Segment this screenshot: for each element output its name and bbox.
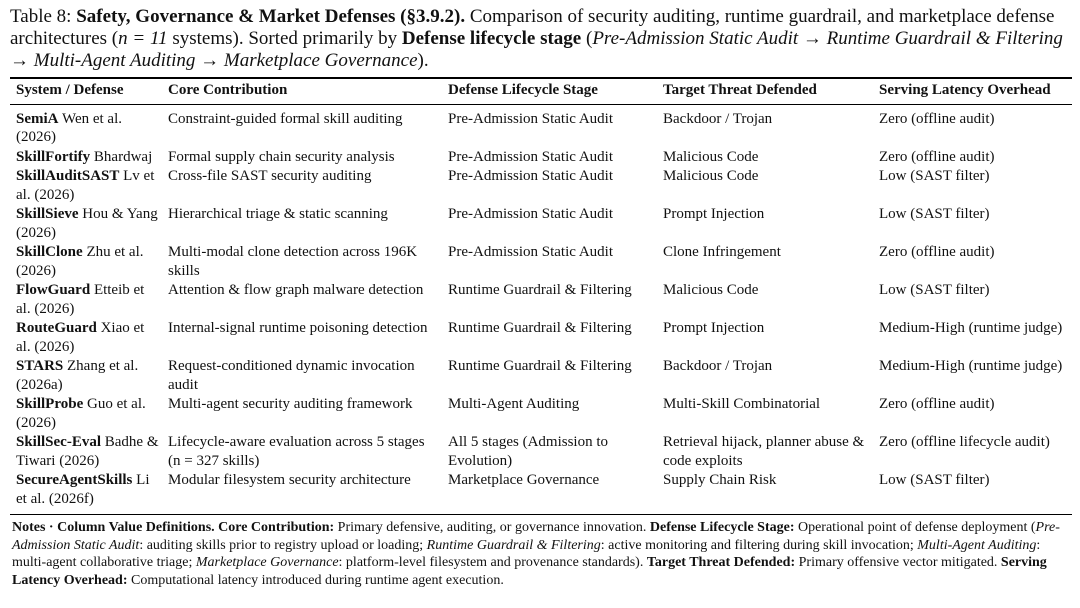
cell-system <box>10 167 162 205</box>
cell-system <box>10 243 162 281</box>
table-row <box>10 148 1072 168</box>
notes-s4-text: : platform-level filesystem and provenance standards). <box>338 555 647 570</box>
notes-stage-text: Operational point of defense deployment ( <box>794 520 1036 535</box>
cell-latency: Zero (offline audit) <box>879 396 995 412</box>
cell-stage: Runtime Guardrail & Filtering <box>448 320 632 336</box>
caption-sort-key: Defense lifecycle stage <box>401 28 582 49</box>
system-name: SkillFortify <box>16 148 91 165</box>
cell-stage: Multi-Agent Auditing <box>448 396 580 412</box>
cell-system <box>10 319 162 357</box>
system-name: SkillSec-Eval <box>16 434 102 450</box>
caption-sort-order: Pre-Admission Static Audit → Runtime Guardrail & Filtering → Multi-Agent Auditing → Marketplace Governance <box>10 28 1063 71</box>
system-name: SkillSieve <box>16 206 79 222</box>
cell-contribution: Lifecycle-aware evaluation across 5 stages (n = 327 skills) <box>168 434 425 469</box>
notes-threat-text: Primary offensive vector mitigated. <box>795 555 1001 570</box>
system-citation: Bhardwaj <box>93 148 153 165</box>
cell-stage: Pre-Admission Static Audit <box>448 110 613 127</box>
header-threat: Target Threat Defended <box>657 78 873 104</box>
cell-contribution: Formal supply chain security analysis <box>168 148 395 165</box>
cell-contribution: Multi-modal clone detection across 196K skills <box>168 244 418 279</box>
system-name: STARS <box>16 358 64 374</box>
caption-text-2: systems). Sorted primarily by <box>167 28 402 49</box>
notes-s2-label: Runtime Guardrail & Filtering <box>426 537 601 553</box>
notes-core-text: Primary defensive, auditing, or governance innovation. <box>334 520 650 535</box>
cell-system <box>10 205 162 243</box>
table-row <box>10 205 1072 243</box>
caption-label: Table 8: <box>10 6 72 27</box>
cell-latency: Low (SAST filter) <box>879 472 990 488</box>
cell-threat: Backdoor / Trojan <box>663 358 773 374</box>
cell-threat: Backdoor / Trojan <box>663 110 773 127</box>
cell-stage: Pre-Admission Static Audit <box>448 148 613 165</box>
cell-stage: Runtime Guardrail & Filtering <box>448 358 632 374</box>
table-row <box>10 471 1072 515</box>
system-citation: Etteib et al. (2026) <box>16 282 145 317</box>
cell-stage: All 5 stages (Admission to Evolution) <box>448 434 608 469</box>
cell-stage: Pre-Admission Static Audit <box>448 206 613 222</box>
system-name: SecureAgentSkills <box>16 472 133 488</box>
notes-s4-label: Marketplace Governance <box>195 555 339 570</box>
system-citation: Zhu et al. (2026) <box>16 244 144 279</box>
caption-text-1: Comparison of security auditing, runtime guardrail, and marketplace defense architectures ( <box>10 6 1055 49</box>
cell-threat: Malicious Code <box>663 168 759 184</box>
header-stage: Defense Lifecycle Stage <box>442 78 657 104</box>
cell-system <box>10 433 162 471</box>
system-name: SkillAuditSAST <box>16 168 120 184</box>
notes-lead: Notes · Column Value Definitions. <box>12 520 215 535</box>
cell-threat: Malicious Code <box>663 148 759 165</box>
cell-latency: Zero (offline lifecycle audit) <box>879 434 1050 450</box>
cell-latency: Zero (offline audit) <box>879 148 995 165</box>
cell-system <box>10 471 162 515</box>
system-citation: Li et al. (2026f) <box>16 472 150 507</box>
system-name: RouteGuard <box>16 320 97 336</box>
cell-threat: Prompt Injection <box>663 206 765 222</box>
cell-stage: Pre-Admission Static Audit <box>448 244 613 260</box>
cell-latency: Low (SAST filter) <box>879 282 990 298</box>
cell-contribution: Cross-file SAST security auditing <box>168 168 372 184</box>
cell-system <box>10 104 162 148</box>
notes-latency-label: Serving Latency Overhead: <box>12 555 1047 588</box>
header-latency: Serving Latency Overhead <box>873 78 1072 104</box>
cell-latency: Medium-High (runtime judge) <box>879 358 1063 374</box>
system-name: SemiA <box>16 110 59 127</box>
table-row <box>10 433 1072 471</box>
notes-s3-text: : multi-agent collaborative triage; <box>12 537 1041 570</box>
table-row <box>10 319 1072 357</box>
cell-threat: Prompt Injection <box>663 320 765 336</box>
cell-system <box>10 357 162 395</box>
defense-table <box>10 77 1072 515</box>
system-citation: Zhang et al. (2026a) <box>16 358 139 393</box>
notes-s3-label: Multi-Agent Auditing <box>917 537 1037 553</box>
table-row <box>10 281 1072 319</box>
table-row <box>10 167 1072 205</box>
system-citation: Lv et al. (2026) <box>16 168 155 203</box>
caption-n: n = 11 <box>118 28 168 49</box>
cell-contribution: Constraint-guided formal skill auditing <box>168 110 403 127</box>
cell-contribution: Request-conditioned dynamic invocation audit <box>168 358 415 393</box>
system-citation: Wen et al. (2026) <box>16 110 122 145</box>
notes-stage-label: Defense Lifecycle Stage: <box>649 520 795 535</box>
caption-title: Safety, Governance & Market Defenses (§3.9.2). <box>76 6 466 27</box>
notes-s1-text: : auditing skills prior to registry upload or loading; <box>139 537 427 553</box>
cell-latency: Low (SAST filter) <box>879 206 990 222</box>
notes-threat-label: Target Threat Defended: <box>646 555 796 570</box>
cell-system <box>10 148 162 168</box>
notes-s2-text: : active monitoring and filtering during skill invocation; <box>600 537 918 553</box>
system-name: FlowGuard <box>16 282 91 298</box>
cell-stage: Pre-Admission Static Audit <box>448 168 613 184</box>
cell-stage: Runtime Guardrail & Filtering <box>448 282 632 298</box>
system-name: SkillProbe <box>16 396 84 412</box>
cell-latency: Low (SAST filter) <box>879 168 990 184</box>
table-row <box>10 395 1072 433</box>
system-citation: Xiao et al. (2026) <box>16 320 145 355</box>
cell-threat: Malicious Code <box>663 282 759 298</box>
cell-contribution: Modular filesystem security architecture <box>168 472 411 488</box>
cell-contribution: Multi-agent security auditing framework <box>168 396 413 412</box>
cell-contribution: Hierarchical triage & static scanning <box>168 206 388 222</box>
notes-s1-label: Pre-Admission Static Audit <box>12 520 1060 553</box>
cell-threat: Retrieval hijack, planner abuse & code exploits <box>663 434 865 469</box>
system-citation: Hou & Yang (2026) <box>16 206 158 241</box>
table-row <box>10 104 1072 148</box>
cell-latency: Zero (offline audit) <box>879 244 995 260</box>
cell-contribution: Internal-signal runtime poisoning detection <box>168 320 428 336</box>
system-name: SkillClone <box>16 244 83 260</box>
notes-core-label: Core Contribution: <box>218 520 335 535</box>
cell-stage: Marketplace Governance <box>448 472 600 488</box>
cell-latency: Medium-High (runtime judge) <box>879 320 1063 336</box>
table-header-row <box>10 78 1072 104</box>
cell-system <box>10 281 162 319</box>
cell-threat: Clone Infringement <box>663 244 781 260</box>
table-row <box>10 357 1072 395</box>
table-row <box>10 243 1072 281</box>
caption-text-3: ( <box>581 28 593 49</box>
caption-text-4: ). <box>417 50 429 71</box>
cell-latency: Zero (offline audit) <box>879 110 995 127</box>
table-caption <box>10 6 1070 72</box>
cell-system <box>10 395 162 433</box>
cell-threat: Multi-Skill Combinatorial <box>663 396 821 412</box>
notes-latency-text: Computational latency introduced during runtime agent execution. <box>127 572 504 588</box>
table-notes <box>10 519 1070 589</box>
system-citation: Guo et al. (2026) <box>16 396 146 431</box>
cell-threat: Supply Chain Risk <box>663 472 777 488</box>
header-contribution: Core Contribution <box>162 78 442 104</box>
system-citation: Badhe & Tiwari (2026) <box>16 434 159 469</box>
header-system: System / Defense <box>10 78 162 104</box>
cell-contribution: Attention & flow graph malware detection <box>168 282 424 298</box>
